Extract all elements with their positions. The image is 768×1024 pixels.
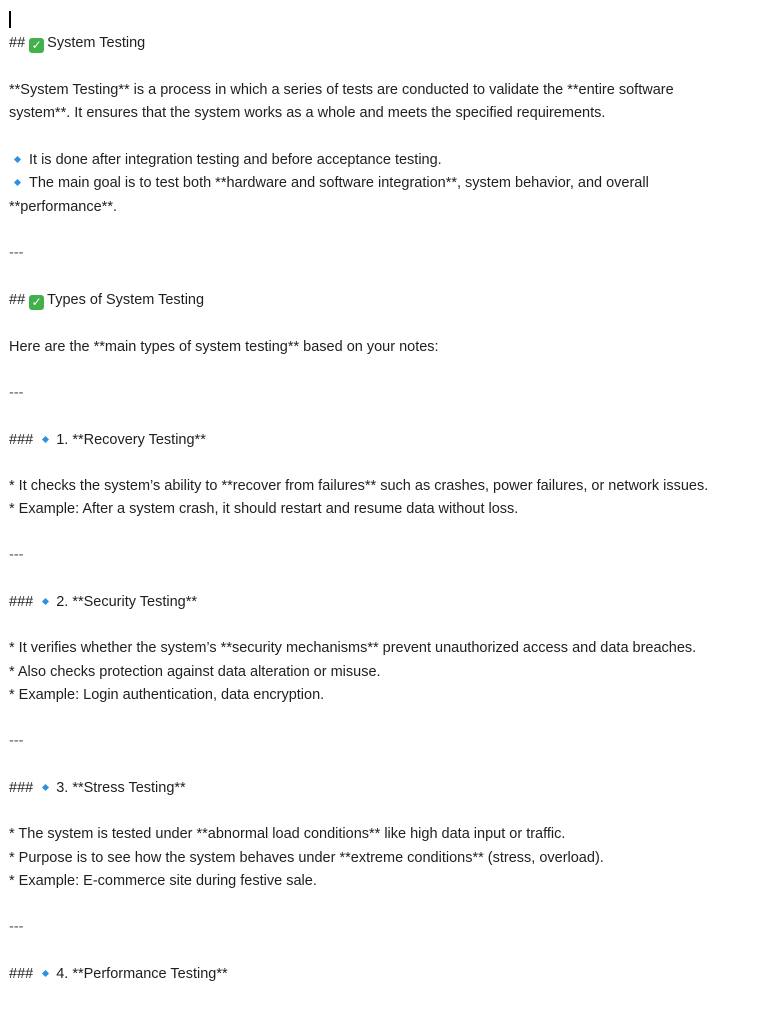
subheading-text: 2. **Security Testing**	[56, 594, 197, 610]
list-line: * Example: After a system crash, it should restart and resume data without loss.	[9, 501, 519, 517]
paragraph-line: **System Testing** is a process in which a series of tests are conducted to validate the **entire software	[9, 82, 674, 98]
heading-marker: ##	[9, 35, 26, 51]
paragraph-line: Here are the **main types of system testing** based on your notes:	[9, 339, 439, 355]
subheading-marker: ###	[9, 966, 34, 982]
small-blue-diamond-icon	[42, 970, 49, 977]
heading-types-of-system-testing	[9, 291, 204, 310]
bullet-text: The main goal is to test both **hardware and software integration**, system behavior, and overall	[29, 175, 649, 191]
list-line: * Also checks protection against data alteration or misuse.	[9, 664, 381, 680]
check-mark-button-icon: ✓	[29, 295, 44, 310]
list-line: * Example: E-commerce site during festive sale.	[9, 873, 317, 889]
horizontal-rule-marker: ---	[9, 733, 24, 749]
small-blue-diamond-icon	[42, 784, 49, 791]
check-mark-button-icon: ✓	[29, 38, 44, 53]
list-line: * Purpose is to see how the system behaves under **extreme conditions** (stress, overload).	[9, 850, 604, 866]
paragraph-line: system**. It ensures that the system works as a whole and meets the specified requirements.	[9, 105, 606, 121]
small-blue-diamond-icon	[42, 598, 49, 605]
heading-marker: ##	[9, 292, 26, 308]
subheading-performance-testing	[9, 965, 228, 983]
subheading-text: 4. **Performance Testing**	[56, 966, 228, 982]
list-line: * The system is tested under **abnormal load conditions** like high data input or traffic.	[9, 826, 566, 842]
heading-text: System Testing	[47, 35, 146, 51]
horizontal-rule-marker: ---	[9, 385, 24, 401]
subheading-text: 3. **Stress Testing**	[56, 780, 186, 796]
horizontal-rule-marker: ---	[9, 919, 24, 935]
bullet-continuation: **performance**.	[9, 199, 117, 215]
subheading-marker: ###	[9, 594, 34, 610]
heading-system-testing	[9, 34, 145, 53]
list-line: * Example: Login authentication, data encryption.	[9, 687, 325, 703]
subheading-security-testing	[9, 593, 197, 611]
subheading-text: 1. **Recovery Testing**	[56, 432, 206, 448]
subheading-stress-testing	[9, 779, 186, 797]
heading-text: Types of System Testing	[47, 292, 205, 308]
subheading-marker: ###	[9, 432, 34, 448]
bullet-line	[9, 174, 649, 192]
bullet-text: It is done after integration testing and before acceptance testing.	[29, 152, 442, 168]
subheading-recovery-testing	[9, 431, 206, 449]
bullet-line	[9, 151, 442, 169]
horizontal-rule-marker: ---	[9, 245, 24, 261]
subheading-marker: ###	[9, 780, 34, 796]
list-line: * It verifies whether the system’s **security mechanisms** prevent unauthorized access and data breaches.	[9, 640, 697, 656]
small-blue-diamond-icon	[14, 179, 21, 186]
horizontal-rule-marker: ---	[9, 547, 24, 563]
list-line: * It checks the system’s ability to **recover from failures** such as crashes, power failures, or network issues.	[9, 478, 709, 494]
small-blue-diamond-icon	[14, 156, 21, 163]
small-blue-diamond-icon	[42, 436, 49, 443]
text-cursor	[9, 11, 11, 28]
